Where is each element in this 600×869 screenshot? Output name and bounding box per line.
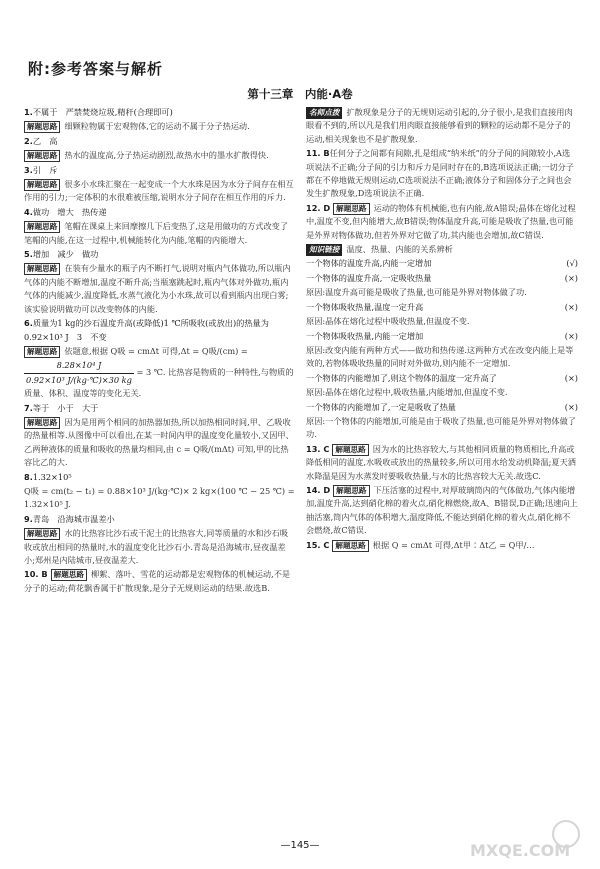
explanation-text: 笔帽在课桌上来回摩擦几下后变热了,这是用做功的方式改变了笔帽的内能,在这一过程中,机械能转化为内能,笔帽的内能增大. <box>24 221 289 245</box>
left-item <box>24 149 296 162</box>
question-number: 9. <box>24 513 33 524</box>
judgement-mark: (×) <box>564 401 578 412</box>
label-tag: 知识链接 <box>306 244 342 256</box>
question-number: 1. <box>24 107 33 117</box>
left-item <box>24 485 296 512</box>
knowledge-statement <box>306 372 578 385</box>
judgement-mark: (×) <box>564 330 578 341</box>
explanation-text: 根据 Q = cmΔt 可得,Δt甲∶Δt乙 = Q甲/… <box>372 539 535 550</box>
answer-text: 青岛 沿海城市温差小 <box>32 513 115 524</box>
label-tag: 解题思路 <box>24 150 60 162</box>
formula-line: Q吸 = cm(t₂ − t₁) = 0.88×10³ J/(kg·℃)× 2 kg×(100 ℃ − 25 ℃) = 1.32×10⁵ J. <box>24 485 295 510</box>
left-item <box>24 402 296 415</box>
watermark-text: MXQE.COM <box>470 841 571 860</box>
left-item <box>24 206 296 219</box>
right-item <box>306 147 578 201</box>
label-tag: 解题思路 <box>332 444 368 456</box>
label-tag: 解题思路 <box>51 569 87 581</box>
page-number: —145— <box>280 840 320 851</box>
right-item <box>306 243 578 256</box>
answer-text: 引 斥 <box>32 164 58 175</box>
explanation-text: 水的比热容比沙石或干泥土的比热容大,同等质量的水和沙石吸收或放出相同的热量时,水的温度变化比沙石小.青岛是沿海城市,昼夜温差小;郑州是内陆城市,昼夜温差大. <box>24 528 289 565</box>
knowledge-statement <box>306 330 578 343</box>
right-item <box>306 272 578 285</box>
left-item <box>24 220 296 247</box>
statement-text: 一个物体的温度升高,内能一定增加 <box>306 258 432 269</box>
label-tag: 解题思路 <box>24 346 60 358</box>
reason-note: 原因:一个物体的内能增加,可能是由于吸收了热量,也可能是外界对物体做了功. <box>306 415 576 440</box>
question-number: 13. C <box>306 443 330 454</box>
question-number: 15. C <box>306 539 330 550</box>
label-tag: 名师点拨 <box>306 107 342 119</box>
chapter-title: 第十三章 内能·A卷 <box>247 87 353 101</box>
left-item <box>24 416 296 470</box>
left-item <box>24 106 296 119</box>
question-number: 2. <box>24 135 33 146</box>
explanation-text: 细颗粒物属于宏观物体,它的运动不属于分子热运动. <box>64 121 250 132</box>
judgement-mark: (×) <box>564 272 578 283</box>
explanation-text: 因为是用两个相同的加热器加热,所以加热相同时间,甲、乙吸收的热量相等.从图像中可以看出,在某一时间内甲的温度变化量较小,又因甲、乙两种液体的质量和吸收的热量均相同,由 c = Q吸/(mΔt) 可知,甲的比热容比乙的大. <box>24 416 294 468</box>
left-item <box>24 164 296 177</box>
explanation-text: 运动的物体有机械能,也有内能,故A错误;晶体在熔化过程中,温度不变,但内能增大,故B错误;物体温度升高,可能是吸收了热量,也可能是外界对物体做功,但若外界对它做了功,其内能也会增加,故C错误. <box>306 202 576 240</box>
answer-text: 做功 增大 热传递 <box>32 206 107 217</box>
statement-text: 一个物体的内能增加了,则这个物体的温度一定升高了 <box>306 372 497 383</box>
right-item <box>306 372 578 385</box>
explanation-text: 扩散现象是分子的无规则运动引起的,分子很小,是我们直接用肉眼看不到的,所以凡是我们用肉眼直接能够看到的颗粒的运动都不是分子的运动,相关现象也不是扩散现象. <box>306 107 573 144</box>
left-column <box>24 106 296 596</box>
question-number: 11. B <box>306 148 330 159</box>
answer-text: 等于 小于 大于 <box>32 402 99 413</box>
knowledge-statement <box>306 301 578 314</box>
explanation-text: 任何分子之间都有间隙,扎是组成“纳米纸”的分子间的间隙较小,A选项说法不正确;分子间的引力和斥力是同时存在的,B选项说法正确;一切分子都在不停地做无规则运动,C选项说法不正确;液体分子和固体分子之间也会发生扩散现象,D选项说法不正确. <box>306 148 574 199</box>
answer-text: 不属于 严禁焚烧垃圾,精秆(合理即可) <box>32 107 173 117</box>
left-item <box>24 513 296 526</box>
reason-note: 原因:温度升高可能是吸收了热量,也可能是外界对物体做了功. <box>306 287 527 298</box>
right-item <box>306 301 578 314</box>
label-tag: 解题思路 <box>24 528 60 540</box>
right-item <box>306 401 578 414</box>
question-number: 6. <box>24 318 33 329</box>
label-tag: 解题思路 <box>333 485 369 497</box>
explanation-text: 温度、热量、内能的关系辨析 <box>346 244 453 255</box>
judgement-mark: (×) <box>564 372 578 383</box>
answer-text: 质量为1 kg的沙石温度升高(或降低)1 ℃所吸收(或放出)的热量为0.92×10³ J 3 不变 <box>24 318 269 342</box>
reason-note: 原因:晶体在熔化过程中,吸收热量,内能增加,但温度不变. <box>306 387 508 398</box>
right-item <box>306 415 578 442</box>
explanation-text: 热水的温度高,分子热运动剧烈,故热水中的墨水扩散得快. <box>64 150 269 161</box>
left-item <box>24 359 296 400</box>
reason-note: 原因:改变内能有两种方式——做功和热传递.这两种方式在改变内能上是等效的,若物体吸收热量的同时对外做功,则内能不一定增加. <box>306 344 574 369</box>
left-item <box>24 345 296 358</box>
fraction-denominator: 0.92×10³ J/(kg·℃)×30 kg <box>26 374 132 385</box>
explanation-text: 柳絮、落叶、雪花的运动都是宏观物体的机械运动,不是分子的运动;荷花飘香属于扩散现象,是分子无规则运动的结果.故选B. <box>24 569 291 593</box>
statement-text: 一个物体吸收热量,温度一定升高 <box>306 301 424 312</box>
left-item <box>24 178 296 205</box>
watermark-logo <box>466 818 588 860</box>
right-item <box>306 286 578 299</box>
right-item <box>306 202 578 242</box>
answer-text: 乙 高 <box>32 135 58 146</box>
right-column <box>306 106 578 553</box>
question-number: 3. <box>24 164 33 175</box>
left-item <box>24 568 296 595</box>
knowledge-statement <box>306 257 578 270</box>
left-item <box>24 248 296 261</box>
fraction <box>24 359 134 387</box>
statement-text: 一个物体吸收热量,内能一定增加 <box>306 330 424 341</box>
right-item <box>306 330 578 343</box>
answer-text: 增加 减少 做功 <box>32 249 99 260</box>
explanation-text: 下压活塞的过程中,对厚玻璃筒内的气体做功,气体内能增加,温度升高,达到硝化棉的着火点,硝化棉燃烧,故A、B错误,D正确;迅速向上抽活塞,筒内气体的体积增大,温度降低,不能达到硝化棉的着火点,硝化棉不会燃烧,故C错误. <box>306 484 578 536</box>
knowledge-statement <box>306 272 578 285</box>
question-number: 10. B <box>24 569 48 580</box>
label-tag: 解题思路 <box>332 540 368 552</box>
explanation-text: 因为水的比热容较大,与其他相同质量的物质相比,升高或降低相同的温度,水吸收或放出的热量较多,所以可用水给发动机降温;夏天洒水降温是因为水蒸发时要吸收热量,与水的比热容较大无关.故选C. <box>306 443 576 481</box>
explanation-text: 依题意,根据 Q吸 = cmΔt 可得,Δt = Q吸/(cm) = <box>64 345 248 356</box>
left-item <box>24 120 296 133</box>
explanation-text: 在装有少量水的瓶子内不断打气,说明对瓶内气体做功,所以瓶内气体的内能不断增加,温度不断升高;当瓶塞跳起时,瓶内气体对外做功,瓶内气体的内能减少,温度降低,水蒸气液化为小水珠,故可以看到瓶内出现白雾;该实验说明做功可以改变物体的内能. <box>24 263 291 314</box>
right-item <box>306 106 578 146</box>
right-item <box>306 257 578 270</box>
question-number: 14. D <box>306 484 331 495</box>
question-number: 7. <box>24 402 33 413</box>
judgement-mark: (×) <box>564 301 578 312</box>
label-tag: 解题思路 <box>24 263 60 275</box>
left-item <box>24 471 296 484</box>
statement-text: 一个物体的内能增加了,一定是吸收了热量 <box>306 401 456 412</box>
explanation-text: 很多小水珠汇聚在一起变成一个大水珠是因为水分子间存在相互作用的引力;一定体积的水很难被压缩,说明水分子间存在相互作用的斥力. <box>24 179 294 203</box>
question-number: 8. <box>24 471 33 482</box>
reason-note: 原因:晶体在熔化过程中吸收热量,但温度不变. <box>306 316 470 327</box>
question-number: 12. D <box>306 202 331 213</box>
answer-text: 1.32×10⁵ <box>32 471 72 482</box>
label-tag: 解题思路 <box>24 221 60 233</box>
question-number: 5. <box>24 249 33 260</box>
right-item <box>306 344 578 371</box>
fraction-after: = 3 ℃. 比热容是物质的一种特性,与物质的质量、体积、温度等的变化无关. <box>24 367 294 399</box>
right-item <box>306 539 578 552</box>
page-header: 附:参考答案与解析 <box>28 60 163 78</box>
left-item <box>24 317 296 344</box>
question-number: 4. <box>24 206 33 217</box>
right-item <box>306 386 578 399</box>
fraction-numerator: 8.28×10⁴ J <box>24 359 134 373</box>
label-tag: 解题思路 <box>24 179 60 191</box>
statement-text: 一个物体的温度升高,一定吸收热量 <box>306 272 432 283</box>
label-tag: 解题思路 <box>333 203 369 215</box>
right-item <box>306 443 578 483</box>
left-item <box>24 262 296 316</box>
judgement-mark: (√) <box>566 258 578 269</box>
right-item <box>306 484 578 538</box>
left-item <box>24 527 296 567</box>
label-tag: 解题思路 <box>24 417 60 429</box>
left-item <box>24 135 296 148</box>
right-item <box>306 315 578 328</box>
label-tag: 解题思路 <box>24 121 60 133</box>
knowledge-statement <box>306 401 578 414</box>
